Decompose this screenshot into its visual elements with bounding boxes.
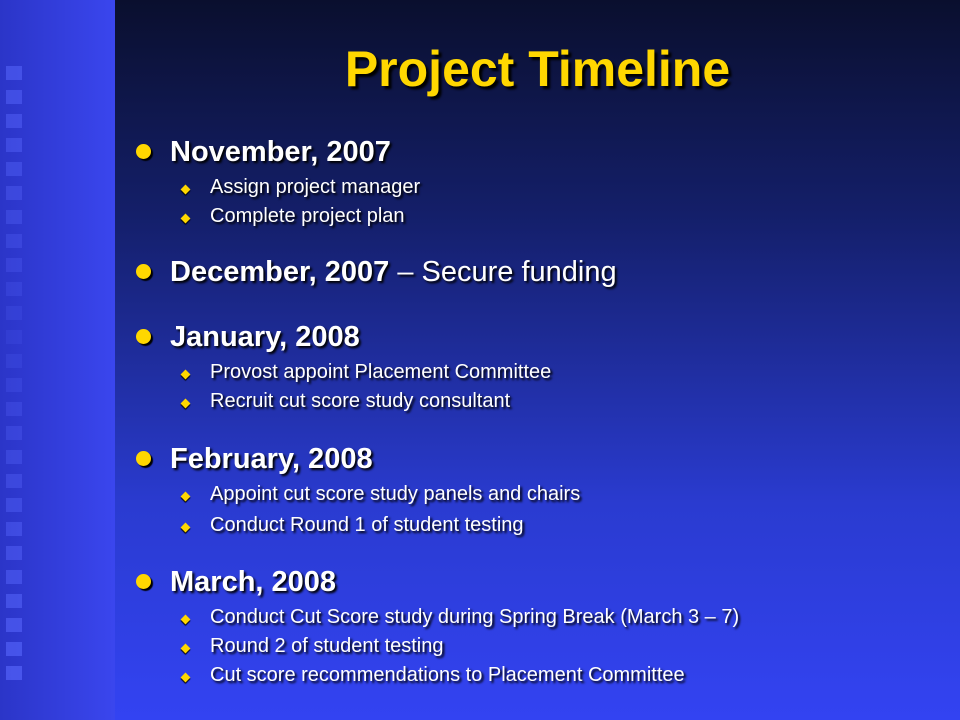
decorative-square — [6, 138, 22, 152]
decorative-square — [6, 354, 22, 368]
sub-item-text: Appoint cut score study panels and chairs — [210, 483, 581, 505]
decorative-square — [6, 234, 22, 248]
decorative-square — [6, 162, 22, 176]
sub-item-text: Assign project manager — [210, 176, 421, 198]
decorative-square — [6, 618, 22, 632]
decorative-square — [6, 378, 22, 392]
decorative-square — [6, 258, 22, 272]
item-heading: February, 2008 — [170, 443, 373, 475]
sub-item-text: Conduct Cut Score study during Spring Break (March 3 – 7) — [210, 606, 740, 628]
sub-item-text: Recruit cut score study consultant — [210, 390, 511, 412]
decorative-square — [6, 306, 22, 320]
left-decorative-strip — [0, 0, 115, 720]
diamond-bullet-icon — [181, 673, 191, 683]
decorative-square — [6, 546, 22, 560]
sub-item-text: Cut score recommendations to Placement Committee — [210, 664, 685, 686]
decorative-square — [6, 330, 22, 344]
decorative-square — [6, 474, 22, 488]
decorative-square — [6, 66, 22, 80]
diamond-bullet-icon — [181, 185, 191, 195]
sub-item-text: Conduct Round 1 of student testing — [210, 514, 524, 536]
decorative-square — [6, 282, 22, 296]
bullet-dot-icon — [136, 264, 151, 279]
decorative-square — [6, 570, 22, 584]
diamond-bullet-icon — [181, 399, 191, 409]
diamond-bullet-icon — [181, 370, 191, 380]
decorative-square — [6, 594, 22, 608]
decorative-square — [6, 90, 22, 104]
decorative-square — [6, 402, 22, 416]
diamond-bullet-icon — [181, 214, 191, 224]
decorative-square — [6, 498, 22, 512]
bullet-dot-icon — [136, 144, 151, 159]
decorative-square — [6, 666, 22, 680]
slide-title: Project Timeline — [344, 41, 731, 97]
item-heading: November, 2007 — [170, 136, 391, 168]
decorative-square — [6, 114, 22, 128]
item-heading: December, 2007 — [170, 256, 390, 288]
decorative-square — [6, 522, 22, 536]
sub-item-text: Round 2 of student testing — [210, 635, 444, 657]
decorative-square — [6, 186, 22, 200]
item-suffix: – Secure funding — [389, 256, 617, 288]
diamond-bullet-icon — [181, 523, 191, 533]
diamond-bullet-icon — [181, 615, 191, 625]
square-pattern — [6, 66, 26, 690]
diamond-bullet-icon — [181, 644, 191, 654]
sub-item-text: Provost appoint Placement Committee — [210, 361, 552, 383]
diamond-bullet-icon — [181, 492, 191, 502]
decorative-square — [6, 450, 22, 464]
item-heading: March, 2008 — [170, 566, 337, 598]
bullet-dot-icon — [136, 574, 151, 589]
bullet-dot-icon — [136, 451, 151, 466]
decorative-square — [6, 642, 22, 656]
item-heading: January, 2008 — [170, 321, 360, 353]
sub-item-text: Complete project plan — [210, 205, 405, 227]
decorative-square — [6, 426, 22, 440]
bullet-dot-icon — [136, 329, 151, 344]
decorative-square — [6, 210, 22, 224]
